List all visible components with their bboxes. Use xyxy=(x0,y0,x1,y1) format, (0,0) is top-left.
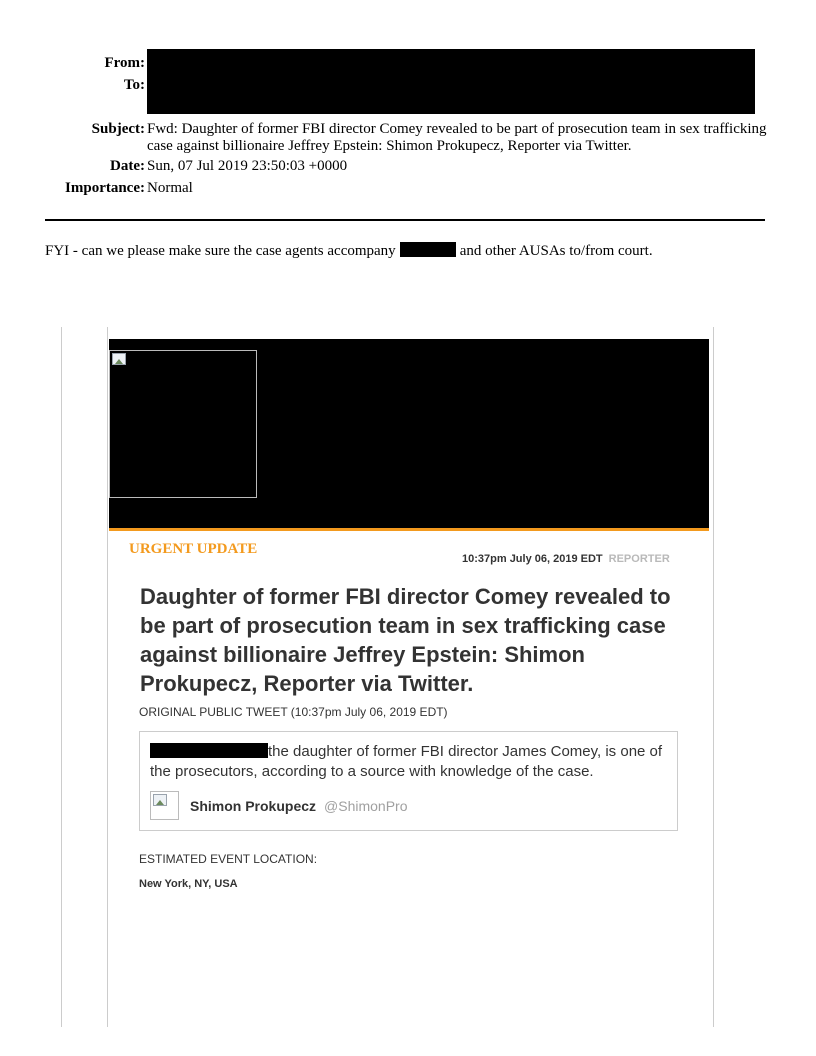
banner-accent-bar xyxy=(109,528,709,531)
tweet-text: the daughter of former FBI director James Comey, is one of the prosecutors, according to a source with knowledge of the case. xyxy=(150,743,663,780)
importance-label: Importance: xyxy=(65,180,145,196)
image-placeholder-icon xyxy=(112,353,126,365)
subject-label: Subject: xyxy=(91,121,145,137)
reporter-tag: REPORTER xyxy=(608,553,670,565)
from-to-redaction xyxy=(147,49,755,114)
body-redaction xyxy=(400,242,456,257)
tweet-redaction xyxy=(150,743,268,758)
from-label: From: xyxy=(104,55,145,71)
tweet-author xyxy=(190,798,408,814)
avatar-broken-image-icon xyxy=(153,794,167,806)
location-value: New York, NY, USA xyxy=(139,878,238,890)
author-handle[interactable]: @ShimonPro xyxy=(324,798,408,814)
headline: Daughter of former FBI director Comey revealed to be part of prosecution team in sex trafficking case against billionaire Jeffrey Epstein: Shimon Prokupecz, Reporter via Twitter. xyxy=(140,584,671,696)
urgent-update-label: URGENT UPDATE xyxy=(129,541,258,557)
importance-value: Normal xyxy=(147,180,193,196)
card-meta xyxy=(462,553,670,565)
card-timestamp: 10:37pm July 06, 2019 EDT xyxy=(462,553,603,565)
body-text-after: and other AUSAs to/from court. xyxy=(459,243,653,259)
date-value: Sun, 07 Jul 2019 23:50:03 +0000 xyxy=(147,158,348,174)
tweet-body xyxy=(150,742,670,782)
avatar xyxy=(150,791,179,820)
location-label: ESTIMATED EVENT LOCATION: xyxy=(139,852,318,866)
subject-value: Fwd: Daughter of former FBI director Comey revealed to be part of prosecution team in sex trafficking case against billionaire Jeffrey Epstein: Shimon Prokupecz, Reporter via Twitter. xyxy=(147,121,767,154)
broken-image-icon xyxy=(109,350,257,498)
body-text-before: FYI - can we please make sure the case agents accompany xyxy=(45,243,396,259)
email-body xyxy=(45,242,653,260)
tweet-box xyxy=(139,731,678,831)
author-name[interactable]: Shimon Prokupecz xyxy=(190,798,317,814)
alert-card xyxy=(107,327,714,1027)
to-label: To: xyxy=(123,77,145,93)
quote-bar xyxy=(61,327,62,1027)
header-divider xyxy=(45,219,765,221)
original-tweet-label: ORIGINAL PUBLIC TWEET (10:37pm July 06, 2019 EDT) xyxy=(139,705,448,719)
date-label: Date: xyxy=(110,158,145,174)
